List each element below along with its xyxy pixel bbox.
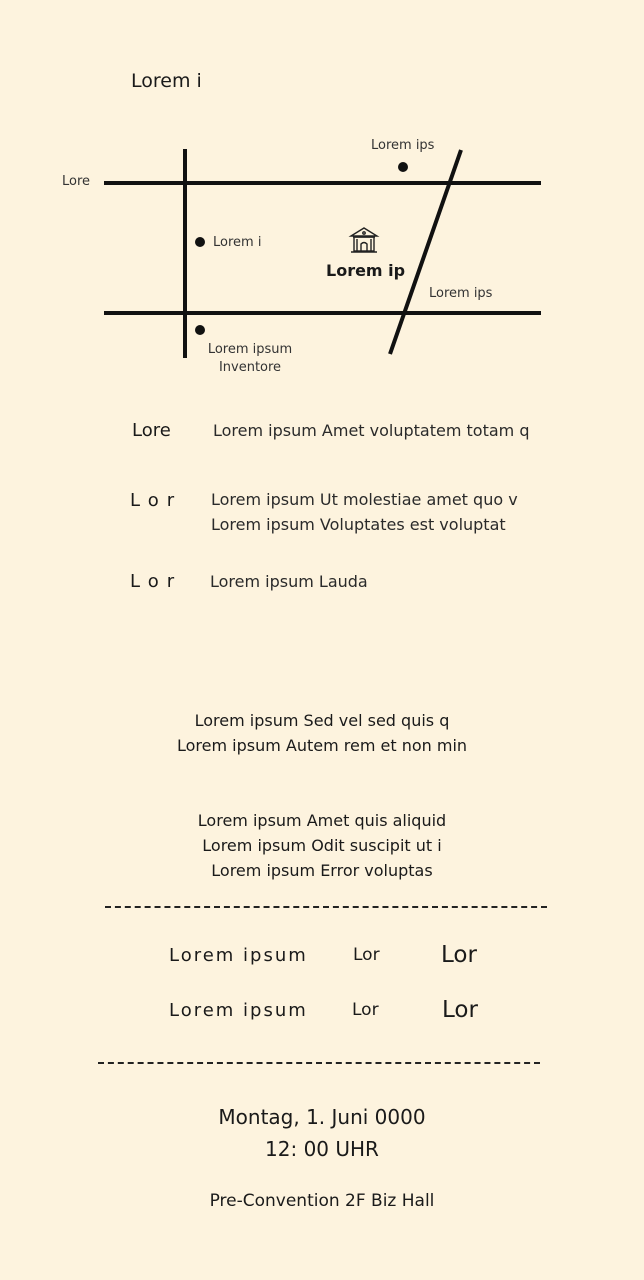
poi-label-bottom-line1: Lorem ipsum [207,342,293,357]
message-2-line2: Lorem ipsum Odit suscipit ut i [202,836,442,855]
page-title: Lorem i [131,70,202,92]
info-value-3: Lorem ipsum Lauda [210,572,368,591]
event-date: Montag, 1. Juni 0000 [218,1105,426,1129]
building-icon [351,228,377,252]
landmark-label: Lorem ip [326,261,406,280]
schedule-row-2-mid: Lor [352,1000,379,1020]
message-block-1 [0,708,644,758]
poi-label-bottom-line2: Inventore [218,360,282,375]
schedule-row-1-value: Lor [441,942,477,968]
schedule-row-2-value: Lor [442,997,478,1023]
event-time: 12: 00 UHR [265,1137,379,1161]
poi-dot-bottom [195,325,205,335]
event-venue: Pre-Convention 2F Biz Hall [209,1191,435,1211]
schedule-row-1-name: Lorem ipsum [169,945,308,966]
divider-bottom [98,1062,540,1064]
location-map [0,0,644,400]
poi-dot-left [195,237,205,247]
message-2-line1: Lorem ipsum Amet quis aliquid [197,811,447,830]
poi-label-left: Lorem i [213,235,262,250]
road-label-left: Lore [62,174,91,189]
message-block-2 [0,808,644,883]
info-value-2-line1: Lorem ipsum Ut molestiae amet quo v [211,490,518,509]
info-value-2-line2: Lorem ipsum Voluptates est voluptat [211,515,506,534]
schedule-row-1-mid: Lor [353,945,380,965]
info-key-3: Lor [130,571,183,592]
message-2-line3: Lorem ipsum Error voluptas [211,861,433,880]
divider-top [105,906,547,908]
road-diagonal [390,150,461,354]
info-key-1: Lore [132,420,171,441]
info-value-1: Lorem ipsum Amet voluptatem totam q [213,421,530,440]
road-label-right: Lorem ips [429,286,493,301]
schedule-row-2-name: Lorem ipsum [169,1000,308,1021]
info-key-2: Lor [130,490,183,511]
message-1-line2: Lorem ipsum Autem rem et non min [176,736,468,755]
event-datetime [0,1101,644,1165]
message-1-line1: Lorem ipsum Sed vel sed quis q [194,711,450,730]
poi-dot-top-right [398,162,408,172]
poi-label-top-right: Lorem ips [371,138,435,153]
poi-label-bottom [205,341,295,377]
info-value-2 [211,487,518,537]
